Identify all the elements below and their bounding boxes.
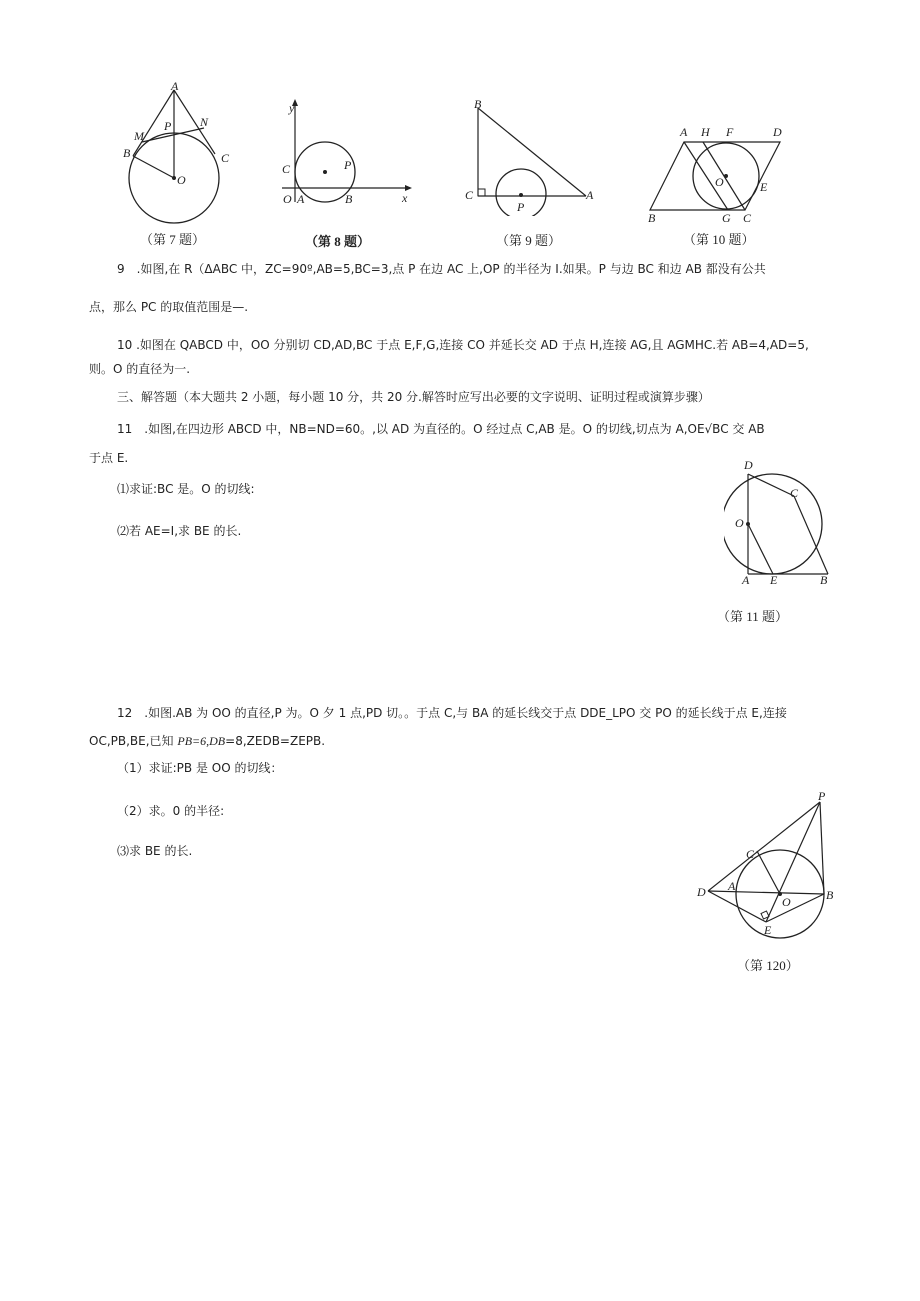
q12-part3: ⑶求 BE 的长. [117,844,193,858]
q11-line2: 于点 E. [89,451,129,465]
caption-q7: （第 7 题） [140,232,206,247]
f12-label-o: O [782,895,791,909]
f7-label-p: P [164,119,172,133]
f10-label-b: B [648,211,656,225]
f12-label-e: E [764,923,772,937]
f12-label-a: A [728,879,736,893]
figure-8 [278,98,418,210]
f7-label-a: A [171,79,179,93]
f7-label-o: O [177,173,186,187]
figure-7 [115,78,235,228]
f7-label-m: M [134,129,144,143]
f11-label-e: E [770,573,778,587]
f7-label-b: B [123,146,131,160]
f9-label-p: P [517,200,525,214]
figure-10 [642,120,792,228]
f12-label-b: B [826,888,834,902]
f10-label-e: E [760,180,768,194]
q9-line2: 点，那么 PC 的取值范围是—. [89,300,249,314]
q11-part2: ⑵若 AE=I,求 BE 的长. [117,524,242,538]
f11-label-a: A [742,573,750,587]
caption-q8: （第 8 题） [305,234,371,249]
f12-label-d: D [697,885,706,899]
f8-label-y: y [289,101,295,115]
f10-label-a: A [680,125,688,139]
section3-heading: 三、解答题（本大题共 2 小题，每小题 10 分，共 20 分.解答时应写出必要的文字说明、证明过程或演算步骤） [117,390,710,404]
q10-line1: 10 .如图在 QABCD 中，OO 分别切 CD,AD,BC 于点 E,F,G,连接 CO 并延长交 AD 于点 H,连接 AG,且 AGMHC.若 AB=4,AD=5, [117,338,809,352]
q12-line1: 12 .如图.AB 为 OO 的直径,P 为。O 夕 1 点,PD 切。。于点 C,与 BA 的延长线交于点 DDE_LPO 交 PO 的延长线于点 E,连接 [117,706,787,720]
q12-line2 [89,733,325,749]
caption-q9: （第 9 题） [496,233,562,248]
figure-11 [724,456,840,588]
f10-label-d: D [773,125,782,139]
q12-part2: （2）求。0 的半径: [117,804,225,818]
q11-line1: 11 .如图,在四边形 ABCD 中，NB=ND=60。,以 AD 为直径的。O 经过点 C,AB 是。O 的切线,切点为 A,OE√BC 交 AB [117,422,765,436]
q10-line2: 则。O 的直径为一. [89,362,191,376]
q9-line1: 9 .如图,在 R（ΔABC 中，ZC=90º,AB=5,BC=3,点 P 在边 AC 上,OP 的半径为 I.如果。P 与边 BC 和边 AB 都没有公共 [117,262,766,276]
f11-label-b: B [820,573,828,587]
f9-label-a: A [586,188,594,202]
caption-q10: （第 10 题） [683,232,755,247]
f8-label-b: B [345,192,353,206]
f8-label-c: C [282,162,291,176]
q12-line2-math: PB=6,DB [177,734,226,748]
f11-label-d: D [744,458,753,472]
f8-label-x: x [402,191,408,205]
f12-label-p: P [818,789,826,803]
f9-label-b: B [474,97,482,111]
f9-label-c: C [465,188,474,202]
f7-label-n: N [200,115,209,129]
q12-line2-text: OC,PB,BE,已知 [89,734,178,748]
f10-label-g: G [722,211,731,225]
q12-part1: （1）求证:PB 是 OO 的切线： [117,761,283,775]
q12-line2-rest: =8,ZEDB=ZEPB. [225,734,326,748]
figure-12 [694,788,840,946]
f11-label-o: O [735,516,744,530]
f8-label-o: O [283,192,292,206]
f10-label-c: C [743,211,752,225]
figure-9 [462,96,602,216]
f12-label-c: C [746,847,755,861]
caption-q12: （第 120） [737,958,799,973]
q11-part1: ⑴求证:BC 是。O 的切线: [117,482,255,496]
f7-label-c: C [221,151,230,165]
caption-q11: （第 11 题） [717,609,789,624]
f10-label-f: F [726,125,734,139]
f8-label-p: P [344,158,352,172]
f8-label-a: A [297,192,305,206]
f11-label-c: C [790,486,799,500]
f10-label-h: H [701,125,710,139]
f10-label-o: O [715,175,724,189]
